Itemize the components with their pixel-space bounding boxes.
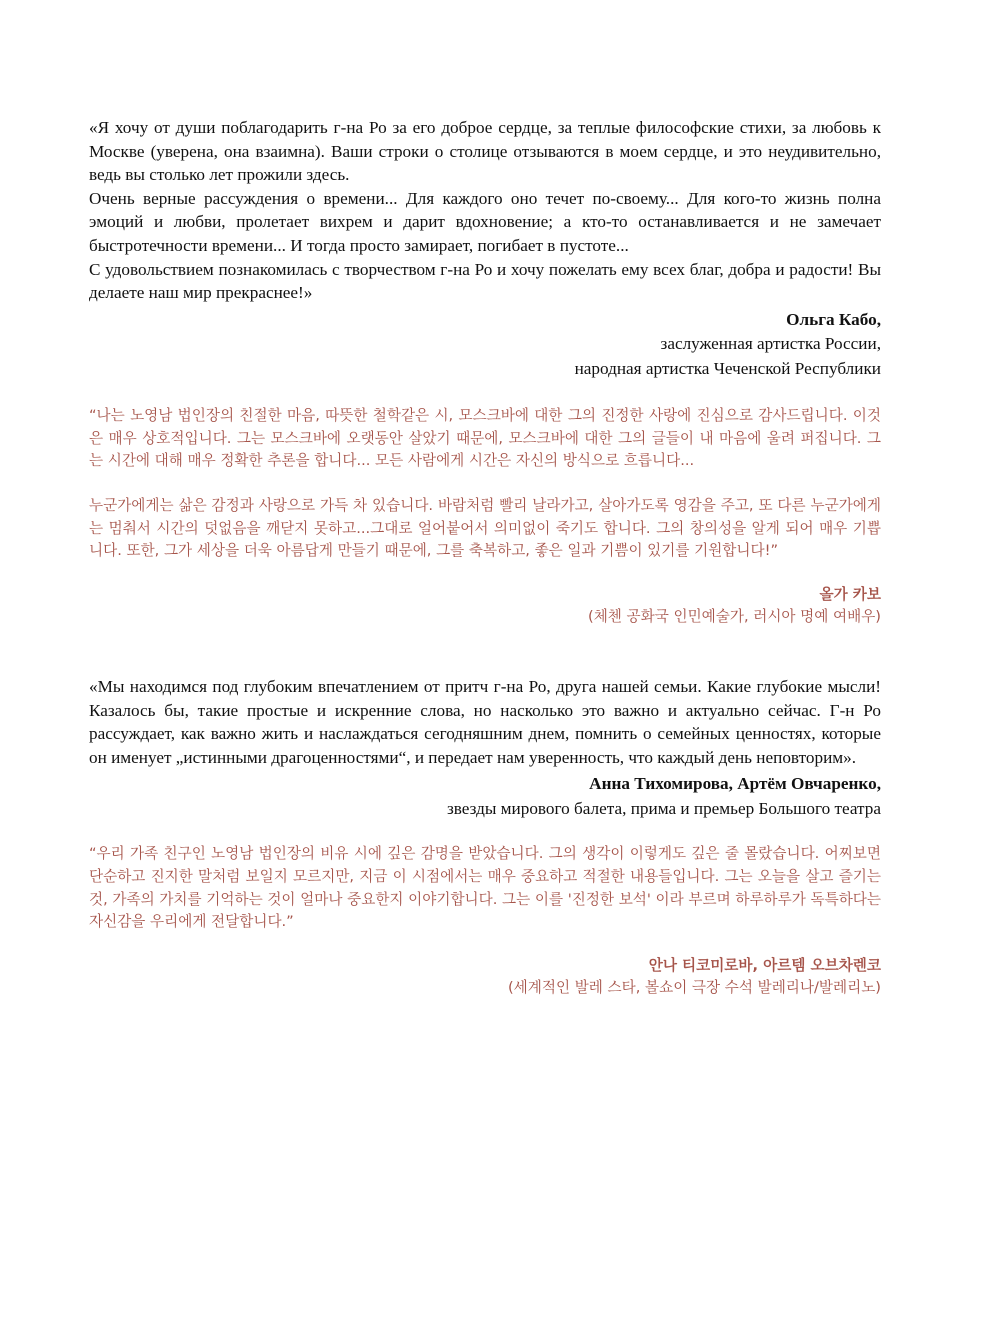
testimonial-2-korean-signature [89, 955, 881, 1000]
testimonial-2-ko-paragraph-1: “우리 가족 친구인 노영남 법인장의 비유 시에 깊은 감명을 받았습니다. 그의 생각이 이렇게도 깊은 줄 몰랐습니다. 어찌보면 단순하고 진지한 말처럼 보일지 모르지만, 지금 이 시점에서는 매우 중요하고 적절한 내용들입니다. 그는 오늘을 살고 즐기는 것, 가족의 가치를 기억하는 것이 얼마나 중요한지 이야기합니다. 그는 이를 '진정한 보석' 이라 부르며 하루하루가 독특하다는 자신감을 우리에게 전달합니다.” [89, 845, 881, 931]
testimonial-1-ko-paragraph-2: 누군가에게는 삶은 감정과 사랑으로 가득 차 있습니다. 바람처럼 빨리 날라가고, 살아가도록 영감을 주고, 또 다른 누군가에게는 멈춰서 시간의 덧없음을 깨닫지 못하고...그대로 얼어붙어서 의미없이 죽기도 합니다. 그의 창의성을 알게 되어 매우 기쁩니다. 또한, 그가 세상을 더욱 아름답게 만들기 때문에, 그를 축복하고, 좋은 일과 기쁨이 있기를 기원합니다!” [89, 497, 881, 560]
testimonial-1-ru-paragraph-1: «Я хочу от души поблагодарить г-на Ро за его доброе сердце, за теплые философские стихи, за любовь к Москве (уверена, она взаимна). Ваши строки о столице отзываются в моем сердце, и это неудивительно, ведь вы столько лет прожили здесь. [89, 118, 881, 185]
signature-name: 안나 티코미로바, 아르템 오브차렌코 [648, 956, 881, 974]
signature-name: Ольга Кабо, [786, 309, 881, 329]
signature-title: народная артистка Чеченской Республики [574, 358, 881, 378]
testimonial-2-ru-paragraph-1: «Мы находимся под глубоким впечатлением от притч г-на Ро, друга нашей семьи. Какие глубокие мысли! Казалось бы, такие простые и искренние слова, но насколько это важно и актуально сейчас. Г-н Ро рассуждает, как важно жить и наслаждаться сегодняшним днем, помнить о семейных ценностях, которые он именует „истинными драгоценностями“, и передает нам уверенность, что каждый день неповторим». [89, 677, 881, 767]
testimonial-1-russian-signature [89, 308, 881, 382]
testimonial-1-russian-quote [89, 116, 881, 305]
signature-name: Анна Тихомирова, Артём Овчаренко, [589, 774, 881, 794]
testimonial-1-ru-paragraph-2: Очень верные рассуждения о времени... Для каждого оно течет по-своему... Для кого-то жизнь полна эмоций и любви, пролетает вихрем и дарит вдохновение; а кто-то останавливается и не замечает быстротечности времени... И тогда просто замирает, погибает в пустоте... [89, 188, 881, 255]
testimonial-1-ko-paragraph-1: “나는 노영남 법인장의 친절한 마음, 따뜻한 철학같은 시, 모스크바에 대한 그의 진정한 사랑에 진심으로 감사드립니다. 이것은 매우 상호적입니다. 그는 모스크바에 오랫동안 살았기 때문에, 모스크바에 대한 그의 글들이 내 마음에 울려 퍼집니다. 그는 시간에 대해 매우 정확한 추론을 합니다... 모든 사람에게 시간은 자신의 방식으로 흐릅니다... [89, 407, 881, 470]
testimonial-1-korean-signature [89, 584, 881, 629]
signature-title: (세계적인 발레 스타, 볼쇼이 극장 수석 발레리나/발레리노) [507, 979, 881, 997]
testimonial-2-russian-signature [89, 772, 881, 821]
page-content [89, 116, 881, 1000]
signature-name: 올가 카보 [819, 585, 881, 603]
testimonial-1-ru-paragraph-3: С удовольствием познакомилась с творчеством г-на Ро и хочу пожелать ему всех благ, добра и радости! Вы делаете наш мир прекраснее!» [89, 259, 881, 303]
signature-title: звезды мирового балета, прима и премьер Большого театра [446, 798, 881, 818]
testimonial-2-russian-quote [89, 675, 881, 769]
testimonial-1-korean-quote [89, 405, 881, 563]
signature-title: (체첸 공화국 인민예술가, 러시아 명예 여배우) [588, 608, 881, 626]
signature-title: заслуженная артистка России, [660, 334, 881, 354]
testimonial-2-korean-quote [89, 843, 881, 933]
